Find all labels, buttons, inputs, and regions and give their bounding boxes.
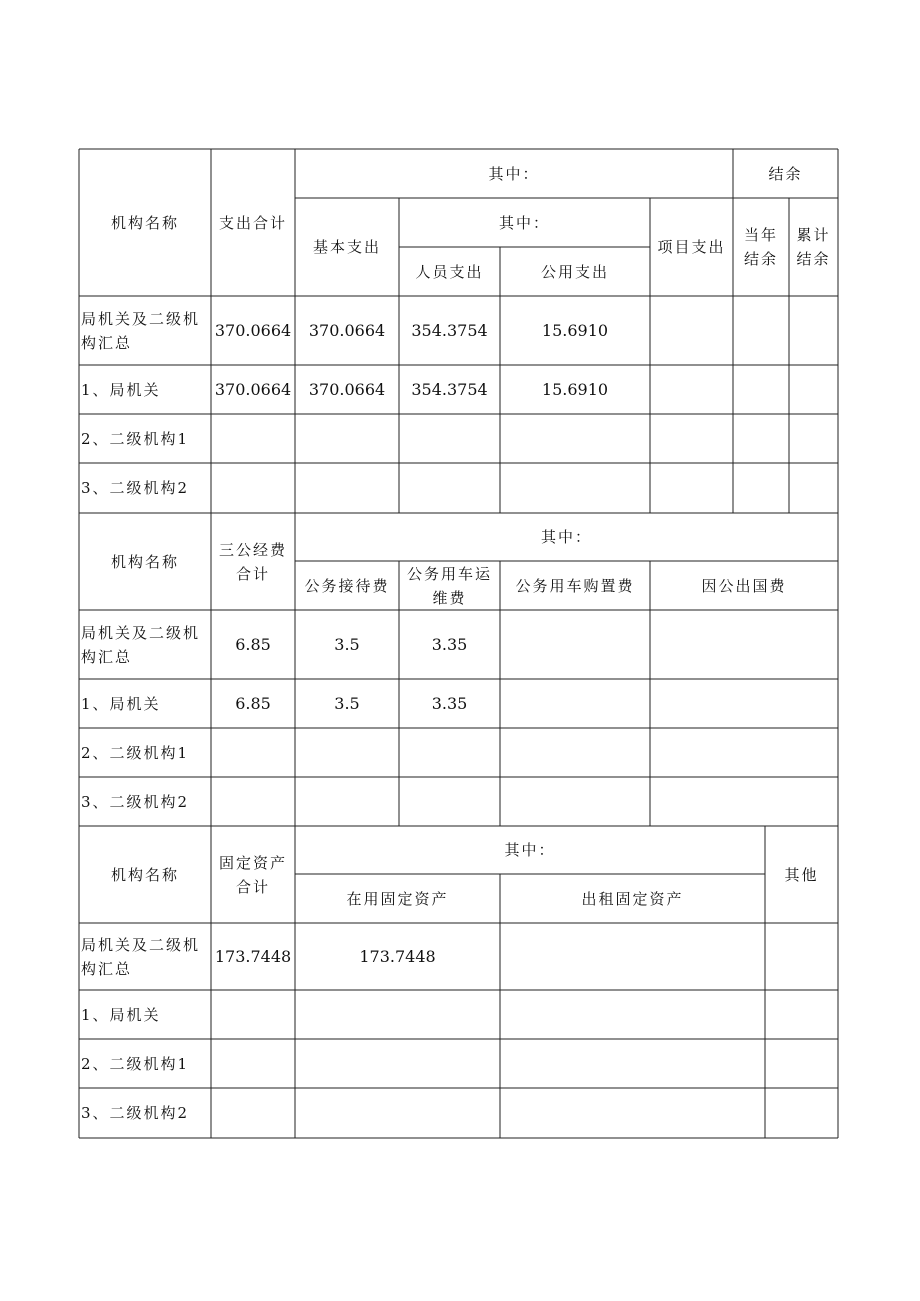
t2-row-name: 2、二级机构1 [81, 743, 190, 762]
t3-header-org-name: 机构名称 [110, 865, 179, 884]
t2-row-vehicle-op: 3.35 [431, 693, 468, 713]
t1-row-cumulative [789, 365, 838, 414]
t1-header-personnel: 人员支出 [415, 262, 484, 281]
t1-row-current [733, 296, 789, 365]
t1-row-name: 1、局机关 [81, 380, 161, 399]
t3-row-leased [500, 1039, 765, 1088]
t2-row-overseas [650, 610, 838, 679]
t1-row-personnel [399, 463, 500, 513]
t3-row-name: 局机关及二级机构汇总 [81, 935, 201, 978]
t3-row-other [765, 990, 838, 1039]
t2-row-vehicle-op: 3.35 [431, 634, 468, 654]
t1-row-total [211, 414, 295, 463]
t3-row-name: 3、二级机构2 [81, 1104, 190, 1122]
t2-row-name: 局机关及二级机构汇总 [81, 623, 201, 666]
t1-row-public: 15.6910 [541, 379, 609, 399]
t3-row-leased [500, 923, 765, 990]
t1-row-current [733, 414, 789, 463]
t2-header-three-public-total: 三公经费合计 [218, 540, 287, 583]
t3-row-in-use [295, 1088, 500, 1138]
t1-row-cumulative [789, 414, 838, 463]
t1-row-basic [295, 414, 399, 463]
t1-header-balance: 结余 [768, 164, 803, 183]
t2-row-reception: 3.5 [334, 634, 360, 654]
t1-row-total [211, 463, 295, 513]
t1-row-public [500, 414, 650, 463]
t2-row-total: 6.85 [235, 693, 271, 713]
t2-row-overseas [650, 777, 838, 826]
t1-row-public: 15.6910 [541, 320, 609, 340]
t2-row-overseas [650, 728, 838, 777]
t3-row-total: 173.7448 [214, 946, 292, 966]
t3-header-in-use: 在用固定资产 [346, 889, 449, 908]
t1-header-org-name: 机构名称 [110, 213, 179, 232]
t1-row-current [733, 365, 789, 414]
t1-row-personnel [399, 414, 500, 463]
t3-header-fixed-assets-total: 固定资产合计 [218, 853, 287, 896]
t1-row-cumulative [789, 296, 838, 365]
t2-row-total: 6.85 [235, 634, 271, 654]
t3-row-in-use [295, 990, 500, 1039]
t2-row-reception: 3.5 [334, 693, 360, 713]
t1-header-of-which-2: 其中： [498, 213, 550, 232]
t1-header-total-expense: 支出合计 [218, 213, 287, 232]
t1-row-basic: 370.0664 [308, 320, 386, 340]
t3-row-name: 2、二级机构1 [81, 1054, 190, 1073]
t2-header-vehicle-operation: 公务用车运维费 [406, 564, 492, 607]
t2-row-vehicle-purchase [500, 728, 650, 777]
t2-row-vehicle-purchase [500, 610, 650, 679]
t3-row-in-use: 173.7448 [359, 946, 436, 966]
t1-row-personnel: 354.3754 [411, 320, 488, 340]
t2-row-vehicle-op [399, 728, 500, 777]
t3-header-leased: 出租固定资产 [581, 889, 684, 908]
t3-row-leased [500, 990, 765, 1039]
t1-row-cumulative [789, 463, 838, 513]
t1-header-project: 项目支出 [657, 238, 726, 256]
t1-row-project [650, 414, 733, 463]
t2-row-name: 3、二级机构2 [81, 792, 190, 811]
t2-header-vehicle-purchase: 公务用车购置费 [515, 576, 635, 595]
t2-row-total [211, 777, 295, 826]
t2-header-reception: 公务接待费 [304, 576, 390, 595]
t3-row-other [765, 1088, 838, 1138]
t1-header-basic-expense: 基本支出 [312, 238, 381, 256]
t2-row-reception [295, 728, 399, 777]
t3-row-other [765, 923, 838, 990]
t3-header-of-which: 其中： [504, 841, 556, 859]
t2-row-total [211, 728, 295, 777]
t1-header-public-use: 公用支出 [540, 262, 609, 281]
t1-row-basic [295, 463, 399, 513]
t2-header-org-name: 机构名称 [110, 552, 179, 571]
t3-header-other: 其他 [784, 865, 819, 884]
t3-row-in-use [295, 1039, 500, 1088]
t1-row-name: 3、二级机构2 [81, 479, 190, 497]
t2-header-overseas: 因公出国费 [701, 576, 787, 595]
t1-row-name: 2、二级机构1 [81, 429, 190, 448]
t2-row-overseas [650, 679, 838, 728]
t1-row-project [650, 365, 733, 414]
t3-row-leased [500, 1088, 765, 1138]
t3-row-total [211, 990, 295, 1039]
t1-header-current-year-balance: 当年结余 [743, 226, 778, 268]
t2-row-reception [295, 777, 399, 826]
t2-row-vehicle-purchase [500, 777, 650, 826]
t1-header-cumulative-balance: 累计结余 [796, 226, 831, 268]
t1-header-of-which: 其中： [488, 164, 540, 183]
t1-row-project [650, 463, 733, 513]
t3-row-other [765, 1039, 838, 1088]
t1-row-current [733, 463, 789, 513]
t3-row-total [211, 1088, 295, 1138]
t3-row-name: 1、局机关 [81, 1005, 161, 1024]
t1-row-total: 370.0664 [214, 320, 292, 340]
t2-row-vehicle-purchase [500, 679, 650, 728]
t3-row-total [211, 1039, 295, 1088]
t2-row-vehicle-op [399, 777, 500, 826]
t2-header-of-which: 其中： [540, 528, 592, 546]
t2-row-name: 1、局机关 [81, 694, 161, 713]
t1-row-basic: 370.0664 [308, 379, 386, 399]
t1-row-name: 局机关及二级机构汇总 [81, 309, 201, 352]
t1-row-total: 370.0664 [214, 379, 292, 399]
t1-row-personnel: 354.3754 [411, 379, 488, 399]
t1-row-project [650, 296, 733, 365]
t1-row-public [500, 463, 650, 513]
